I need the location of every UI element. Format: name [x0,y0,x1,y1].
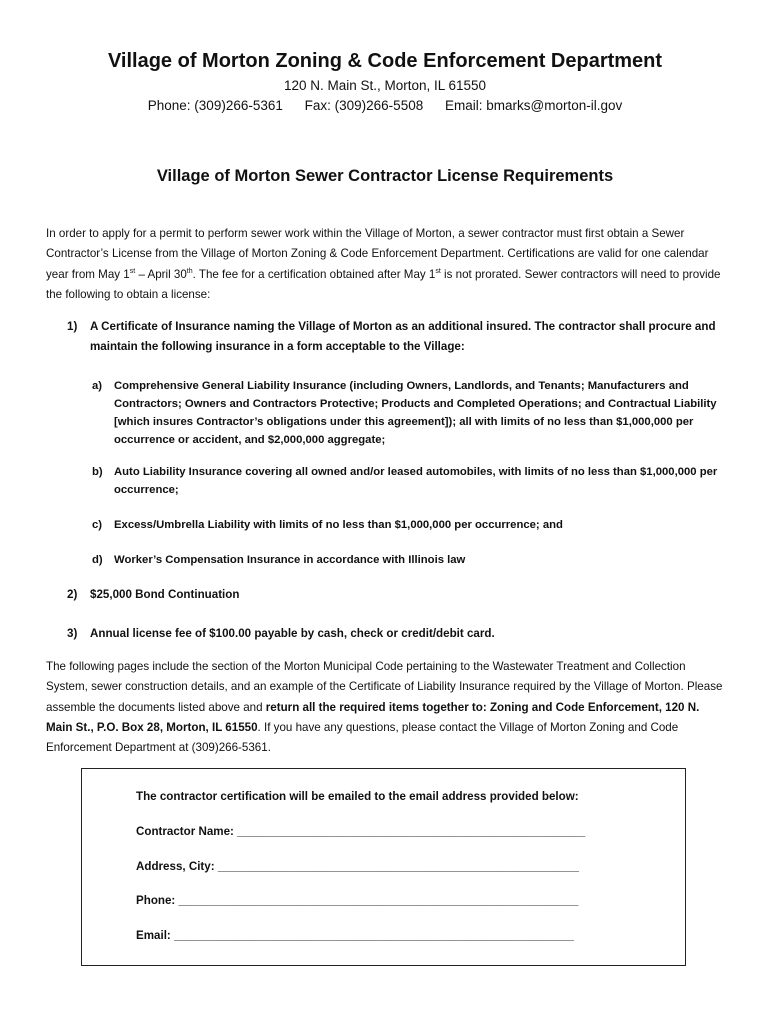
insurance-item: d) Worker’s Compensation Insurance in accordance with Illinois law [92,554,466,566]
contractor-info-form [81,768,686,966]
intro-paragraph: In order to apply for a permit to perform sewer work within the Village of Morton, a sewer contractor must first obtain a Sewer Contractor’s License from the Village of Morton Zoning & Code Enforcement Department. Certifications are valid for one calendar year from May 1st – April 30th. The fee for a certification obtained after May 1st is not prorated. Sewer contractors will need to provide the following to obtain a license: [46,227,721,301]
department-title: Village of Morton Zoning & Code Enforcement Department [107,50,663,72]
document-title: Village of Morton Sewer Contractor License Requirements [156,167,614,185]
department-address: 120 N. Main St., Morton, IL 61550 [283,78,487,93]
email-field[interactable]: Email: ______________________________________________________________ [136,929,574,942]
requirement-item: 1) A Certificate of Insurance naming the Village of Morton as an additional insured. The contractor shall procure and maintain the following insurance in a form acceptable to the Village: [67,320,716,353]
form-heading: The contractor certification will be emailed to the email address provided below: [136,790,579,803]
department-contact-line [0,98,770,113]
fax-number: Fax: (309)266-5508 [304,98,424,113]
contractor-name-field[interactable]: Contractor Name: ______________________________________________________ [136,825,586,838]
insurance-item: a) Comprehensive General Liability Insurance (including Owners, Landlords, and Tenants; Manufacturers and Contractors; Owners and Contractors Protective; Products and Completed Operations; and Contractual Liability [which insures Contractor’s obligations under this agreement]); all with limits of no less than $1,000,000 per occurrence or accident, and $2,000,000 aggregate; [92,380,717,446]
insurance-item: b) Auto Liability Insurance covering all owned and/or leased automobiles, with limits of no less than $1,000,000 per occurrence; [92,466,718,496]
requirement-item: 2) $25,000 Bond Continuation [67,588,240,601]
return-address: return all the required items together to: Zoning and Code Enforcement, 120 N. Main St., P.O. Box 28, Morton, IL 61550 [46,700,700,734]
requirement-item: 3) Annual license fee of $100.00 payable by cash, check or credit/debit card. [67,627,495,640]
insurance-item: c) Excess/Umbrella Liability with limits of no less than $1,000,000 per occurrence; and [92,519,563,531]
email-address: Email: bmarks@morton-il.gov [444,98,623,113]
phone-number: Phone: (309)266-5361 [147,98,283,113]
closing-paragraph: The following pages include the section of the Morton Municipal Code pertaining to the Wastewater Treatment and Collection System, sewer construction details, and an example of the Certificate of Liability Insurance required by the Village of Morton. Please assemble the documents listed above and return all the required items together to: Zoning and Code Enforcement, 120 N. Main St., P.O. Box 28, Morton, IL 61550. If you have any questions, please contact the Village of Morton Zoning and Code Enforcement Department at (309)266-5361. [46,660,723,755]
phone-field[interactable]: Phone: ______________________________________________________________ [136,894,579,907]
address-city-field[interactable]: Address, City: ________________________________________________________ [136,860,579,873]
